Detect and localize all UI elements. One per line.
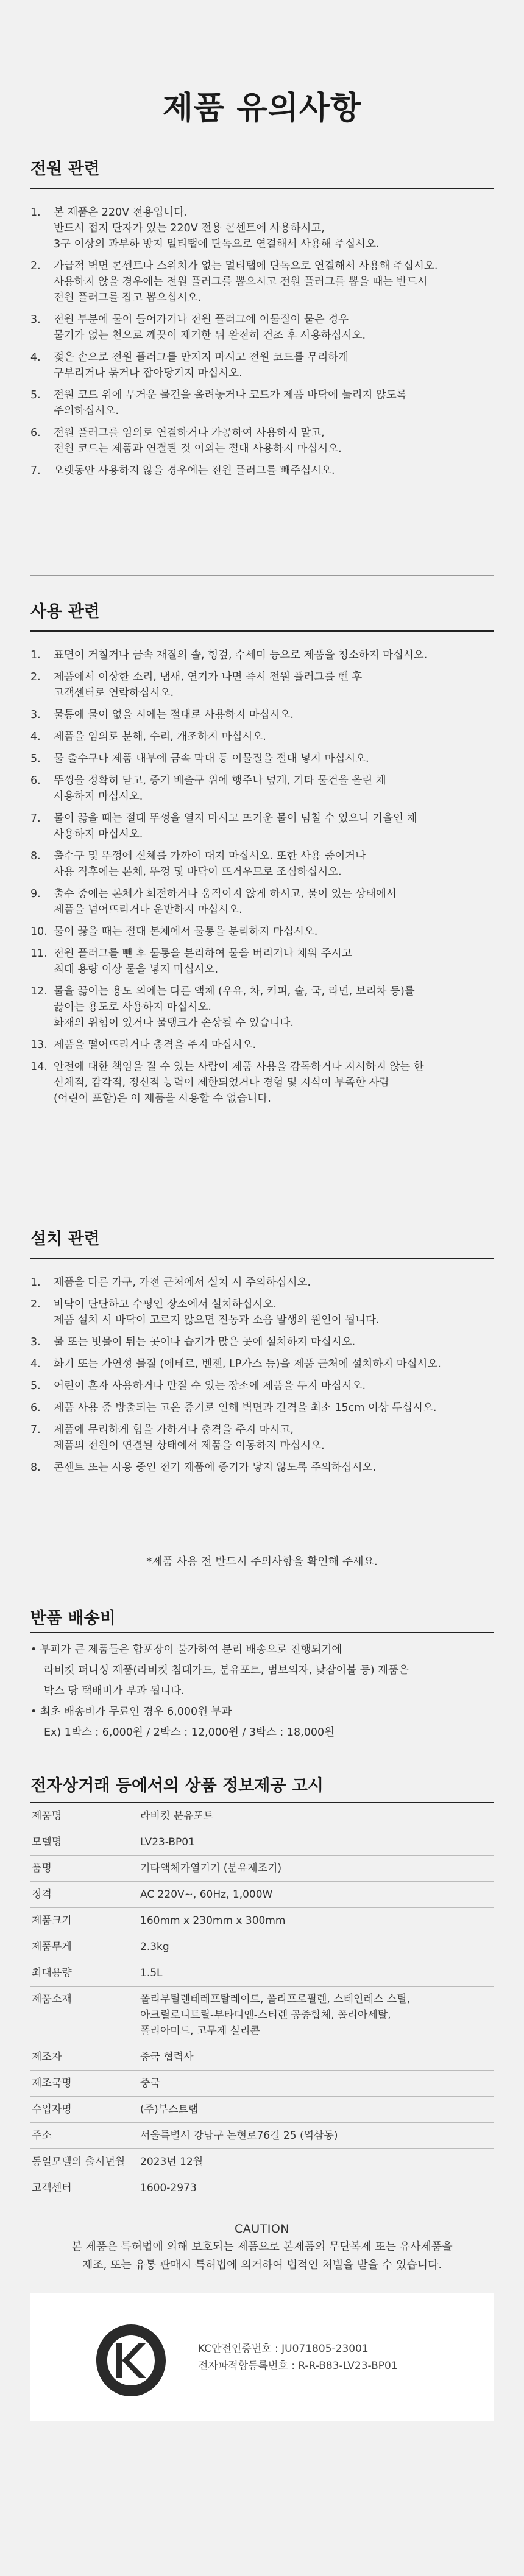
list-item bbox=[30, 258, 494, 306]
item-text-line: 물이 끓을 때는 절대 본체에서 물통을 분리하지 마십시오. bbox=[54, 926, 318, 938]
item-text-line: 젖은 손으로 전원 플러그를 만지지 마시고 전원 코드를 무리하게 bbox=[54, 351, 349, 364]
row-label: 제품무게 bbox=[30, 1934, 140, 1960]
item-text-line: 본 제품은 220V 전용입니다. bbox=[54, 206, 188, 219]
table-row bbox=[30, 2149, 494, 2175]
list-item bbox=[30, 1400, 494, 1416]
bullet-text-line: • 부피가 큰 제품들은 합포장이 불가하여 분리 배송으로 진행되기에 bbox=[30, 1644, 342, 1656]
row-value-line: 기타액체가열기기 (분유제조기) bbox=[140, 1862, 282, 1874]
row-value-line: 160mm x 230mm x 300mm bbox=[140, 1915, 286, 1927]
item-text-line: 제품에 무리하게 힘을 가하거나 충격을 주지 마시고, bbox=[54, 1424, 294, 1436]
item-number: 6. bbox=[30, 1402, 41, 1414]
item-number: 14. bbox=[30, 1061, 48, 1073]
item-text-line: 신체적, 감각적, 정신적 능력이 제한되었거나 경험 및 지식이 부족한 사람 bbox=[54, 1077, 390, 1089]
row-label: 제조국명 bbox=[30, 2071, 140, 2097]
row-label: 동일모델의 출시년월 bbox=[30, 2149, 140, 2175]
emc-registration-number: 전자파적합등록번호 : R-R-B83-LV23-BP01 bbox=[198, 2360, 398, 2372]
item-number: 9. bbox=[30, 888, 41, 900]
list-item bbox=[30, 1275, 494, 1290]
list-item bbox=[30, 886, 494, 918]
table-row bbox=[30, 2123, 494, 2149]
caution-title: CAUTION bbox=[234, 2222, 290, 2236]
certification-box bbox=[30, 2293, 494, 2421]
item-text-line: 사용 직후에는 본체, 뚜껑 및 바닥이 뜨거우므로 조심하십시오. bbox=[54, 866, 342, 878]
row-label: 정격 bbox=[30, 1882, 140, 1908]
row-value bbox=[140, 2149, 494, 2175]
shipping-section-title: 반품 배송비 bbox=[30, 1609, 116, 1628]
item-text-line: 제품 설치 시 바닥이 고르지 않으면 진동과 소음 발생의 원인이 됩니다. bbox=[54, 1314, 380, 1326]
list-item bbox=[30, 350, 494, 381]
list-item bbox=[30, 463, 494, 479]
item-text-line: 화기 또는 가연성 물질 (에테르, 벤젠, LP가스 등)을 제품 근처에 설치하지 마십시오. bbox=[54, 1358, 441, 1370]
list-item bbox=[30, 751, 494, 767]
item-text-line: 콘센트 또는 사용 중인 전기 제품에 증기가 닿지 않도록 주의하십시오. bbox=[54, 1462, 376, 1474]
list-item bbox=[30, 425, 494, 457]
item-number: 3. bbox=[30, 709, 41, 721]
item-text-line: 화재의 위험이 있거나 물탱크가 손상될 수 있습니다. bbox=[54, 1017, 294, 1029]
bullet-text-line: Ex) 1박스 : 6,000원 / 2박스 : 12,000원 / 3박스 : 18,000원 bbox=[44, 1726, 335, 1739]
item-text-line: 출수구 및 뚜껑에 신체를 가까이 대지 마십시오. 또한 사용 중이거나 bbox=[54, 850, 366, 862]
install-section-title: 설치 관련 bbox=[30, 1230, 100, 1248]
item-number: 13. bbox=[30, 1039, 48, 1051]
row-value-line: 서울특별시 강남구 논현로76길 25 (역삼동) bbox=[140, 2130, 338, 2142]
list-item bbox=[30, 205, 494, 252]
list-item bbox=[30, 1059, 494, 1107]
row-value-line: AC 220V~, 60Hz, 1,000W bbox=[140, 1888, 273, 1901]
item-text-line: 최대 용량 이상 물을 넣지 마십시오. bbox=[54, 963, 219, 976]
item-number: 6. bbox=[30, 775, 41, 787]
item-text-line: 전원 코드 위에 무거운 물건을 올려놓거나 코드가 제품 바닥에 눌리지 않도록 bbox=[54, 389, 407, 401]
usage-items-list bbox=[30, 632, 494, 1107]
row-value-line: 1.5L bbox=[140, 1967, 163, 1979]
item-text-line: 물을 끓이는 용도 외에는 다른 액체 (우유, 차, 커피, 술, 국, 라면, 보리차 등)를 bbox=[54, 985, 415, 998]
item-text-line: 제품을 임의로 분해, 수리, 개조하지 마십시오. bbox=[54, 731, 266, 743]
row-label: 제조자 bbox=[30, 2044, 140, 2071]
item-text-line: 끓이는 용도로 사용하지 마십시오. bbox=[54, 1001, 211, 1013]
table-row bbox=[30, 2097, 494, 2123]
list-item bbox=[30, 1460, 494, 1476]
row-label: 제품크기 bbox=[30, 1908, 140, 1934]
caution-line-2: 제조, 또는 유통 판매시 특허법에 의거하여 법적인 처벌을 받을 수 있습니다. bbox=[82, 2259, 442, 2272]
list-item bbox=[30, 707, 494, 723]
item-number: 3. bbox=[30, 314, 41, 326]
power-section-title: 전원 관련 bbox=[30, 160, 100, 178]
item-number: 8. bbox=[30, 1462, 41, 1474]
item-number: 3. bbox=[30, 1336, 41, 1348]
list-item bbox=[30, 1422, 494, 1454]
power-items-list bbox=[30, 189, 494, 479]
item-number: 1. bbox=[30, 206, 41, 219]
item-text-line: 전원 부분에 물이 들어가거나 전원 플러그에 이물질이 묻은 경우 bbox=[54, 314, 349, 326]
product-info-table bbox=[30, 1803, 494, 2201]
item-number: 10. bbox=[30, 926, 48, 938]
caution-block bbox=[0, 2220, 524, 2293]
item-text-line: 고객센터로 연락하십시오. bbox=[54, 687, 174, 699]
row-value-line: 폴리부틸렌테레프탈레이트, 폴리프로필렌, 스테인레스 스틸, bbox=[140, 1993, 410, 2005]
item-text-line: 바닥이 단단하고 수평인 장소에서 설치하십시오. bbox=[54, 1298, 277, 1311]
usage-section-divider bbox=[30, 575, 494, 576]
item-text-line: 출수 중에는 본체가 회전하거나 움직이지 않게 하시고, 물이 있는 상태에서 bbox=[54, 888, 397, 900]
item-text-line: 구부리거나 묶거나 잡아당기지 마십시오. bbox=[54, 367, 243, 379]
item-text-line: 표면이 거칠거나 금속 재질의 솔, 헝겊, 수세미 등으로 제품을 청소하지 마십시오. bbox=[54, 649, 428, 661]
row-value-line: (주)부스트랩 bbox=[140, 2103, 199, 2116]
item-text-line: 제품을 다른 가구, 가전 근처에서 설치 시 주의하십시오. bbox=[54, 1276, 311, 1289]
list-item bbox=[30, 1297, 494, 1328]
item-text-line: 전원 코드는 제품과 연결된 것 이외는 절대 사용하지 마십시오. bbox=[54, 443, 342, 455]
power-section bbox=[0, 155, 524, 575]
list-item bbox=[30, 924, 494, 940]
list-item bbox=[30, 1378, 494, 1394]
kc-mark-icon bbox=[91, 2321, 171, 2400]
item-text-line: 제품 사용 중 방출되는 고온 증기로 인해 벽면과 간격을 최소 15cm 이상 두십시오. bbox=[54, 1402, 437, 1414]
item-text-line: 반드시 접지 단자가 있는 220V 전용 콘센트에 사용하시고, bbox=[54, 222, 325, 234]
row-value bbox=[140, 1908, 494, 1934]
row-value bbox=[140, 1987, 494, 2044]
table-row bbox=[30, 2175, 494, 2201]
item-number: 7. bbox=[30, 465, 41, 477]
table-row bbox=[30, 1803, 494, 1829]
item-number: 4. bbox=[30, 351, 41, 364]
row-value bbox=[140, 2071, 494, 2097]
row-value-line: LV23-BP01 bbox=[140, 1836, 195, 1848]
table-row bbox=[30, 1987, 494, 2044]
item-text-line: 전원 플러그를 잡고 뽑으십시오. bbox=[54, 292, 202, 304]
row-value bbox=[140, 2175, 494, 2201]
row-value-line: 중국 협력사 bbox=[140, 2051, 194, 2063]
item-text-line: 물 또는 빗물이 튀는 곳이나 습기가 많은 곳에 설치하지 마십시오. bbox=[54, 1336, 356, 1348]
item-text-line: 3구 이상의 과부하 방지 멀티탭에 단독으로 연결해서 사용해 주십시오. bbox=[54, 238, 380, 250]
product-info-table-body bbox=[30, 1803, 494, 2201]
row-value bbox=[140, 2097, 494, 2123]
row-value bbox=[140, 1882, 494, 1908]
row-label: 제품소재 bbox=[30, 1987, 140, 2044]
item-text-line: 제품에서 이상한 소리, 냄새, 연기가 나면 즉시 전원 플러그를 뺀 후 bbox=[54, 671, 363, 683]
item-number: 4. bbox=[30, 731, 41, 743]
row-label: 품명 bbox=[30, 1856, 140, 1882]
item-text-line: 물통에 물이 없을 시에는 절대로 사용하지 마십시오. bbox=[54, 709, 294, 721]
item-number: 12. bbox=[30, 985, 48, 998]
list-item bbox=[30, 312, 494, 343]
item-number: 7. bbox=[30, 1424, 41, 1436]
list-item bbox=[30, 811, 494, 842]
table-row bbox=[30, 1908, 494, 1934]
row-value bbox=[140, 1934, 494, 1960]
list-item bbox=[30, 669, 494, 701]
item-text-line: 안전에 대한 책임을 질 수 있는 사람이 제품 사용을 감독하거나 지시하지 않는 한 bbox=[54, 1061, 424, 1073]
bullet-text-line: 박스 당 택배비가 부과 됩니다. bbox=[44, 1685, 185, 1697]
list-item bbox=[30, 773, 494, 804]
usage-check-note: *제품 사용 전 반드시 주의사항을 확인해 주세요. bbox=[146, 1555, 378, 1568]
item-text-line: 제품을 넘어뜨리거나 운반하지 마십시오. bbox=[54, 904, 243, 916]
item-number: 1. bbox=[30, 1276, 41, 1289]
item-text-line: 사용하지 마십시오. bbox=[54, 828, 143, 840]
row-value bbox=[140, 1829, 494, 1856]
item-number: 4. bbox=[30, 1358, 41, 1370]
item-number: 11. bbox=[30, 948, 48, 960]
item-text-line: 가급적 벽면 콘센트나 스위치가 없는 멀티탭에 단독으로 연결해서 사용해 주십시오. bbox=[54, 260, 438, 272]
item-number: 2. bbox=[30, 1298, 41, 1311]
row-label: 최대용량 bbox=[30, 1960, 140, 1987]
list-item bbox=[30, 387, 494, 419]
item-number: 2. bbox=[30, 260, 41, 272]
row-value-line: 2023년 12월 bbox=[140, 2156, 204, 2168]
bullet-item bbox=[30, 1701, 494, 1743]
row-value bbox=[140, 2044, 494, 2071]
table-row bbox=[30, 2044, 494, 2071]
certification-text bbox=[198, 2340, 398, 2374]
page-title: 제품 유의사항 bbox=[162, 90, 362, 127]
item-number: 5. bbox=[30, 1380, 41, 1392]
item-text-line: 사용하지 않을 경우에는 전원 플러그를 뽑으시고 전원 플러그를 뽑을 때는 반드시 bbox=[54, 276, 428, 288]
table-row bbox=[30, 1856, 494, 1882]
row-label: 수입자명 bbox=[30, 2097, 140, 2123]
row-value bbox=[140, 1803, 494, 1829]
item-number: 6. bbox=[30, 427, 41, 439]
row-value-line: 폴리아미드, 고무제 실리콘 bbox=[140, 2025, 260, 2037]
row-value bbox=[140, 2123, 494, 2149]
row-value-line: 2.3kg bbox=[140, 1941, 169, 1953]
bullet-text-line: 라비킷 퍼니싱 제품(라비킷 침대가드, 분유포트, 범보의자, 낮잠이불 등) 제품은 bbox=[44, 1664, 409, 1677]
item-number: 8. bbox=[30, 850, 41, 862]
list-item bbox=[30, 848, 494, 880]
item-text-line: 사용하지 마십시오. bbox=[54, 790, 143, 803]
item-number: 1. bbox=[30, 649, 41, 661]
table-row bbox=[30, 1829, 494, 1856]
item-text-line: 뚜껑을 정확히 닫고, 증기 배출구 위에 행주나 덮개, 기타 물건을 올린 채 bbox=[54, 775, 386, 787]
item-number: 5. bbox=[30, 389, 41, 401]
row-label: 주소 bbox=[30, 2123, 140, 2149]
install-section bbox=[0, 1203, 524, 1532]
list-item bbox=[30, 946, 494, 977]
shipping-bullets bbox=[30, 1633, 494, 1743]
row-value-line: 중국 bbox=[140, 2077, 160, 2089]
list-item bbox=[30, 647, 494, 663]
row-value-line: 아크릴로니트릴-부타디엔-스티렌 공중합체, 폴리아세탈, bbox=[140, 2009, 391, 2021]
install-items-list bbox=[30, 1259, 494, 1476]
item-text-line: 물 출수구나 제품 내부에 금속 막대 등 이물질을 절대 넣지 마십시오. bbox=[54, 753, 369, 765]
item-text-line: 전원 플러그를 임의로 연결하거나 가공하여 사용하지 말고, bbox=[54, 427, 325, 439]
row-value bbox=[140, 1856, 494, 1882]
caution-line-1: 본 제품은 특허법에 의해 보호되는 제품으로 본제품의 무단복제 또는 유사제품을 bbox=[71, 2240, 453, 2253]
item-number: 7. bbox=[30, 812, 41, 825]
bullet-text-line: • 최초 배송비가 무료인 경우 6,000원 부과 bbox=[30, 1706, 232, 1718]
product-info-section bbox=[0, 1772, 524, 2220]
list-item bbox=[30, 1334, 494, 1350]
item-text-line: 제품의 전원이 연결된 상태에서 제품을 이동하지 마십시오. bbox=[54, 1440, 325, 1452]
note-block bbox=[0, 1532, 524, 1605]
item-text-line: 주의하십시오. bbox=[54, 405, 119, 417]
item-text-line: (어린이 포함)은 이 제품을 사용할 수 없습니다. bbox=[54, 1093, 271, 1105]
item-text-line: 전원 플러그를 뺀 후 물통을 분리하여 물을 버리거나 채워 주시고 bbox=[54, 948, 352, 960]
item-text-line: 물이 끓을 때는 절대 뚜껑을 열지 마시고 뜨거운 물이 넘칠 수 있으니 기울인 채 bbox=[54, 812, 417, 825]
table-row bbox=[30, 1960, 494, 1987]
kc-safety-cert-number: KC안전인증번호 : JU071805-23001 bbox=[198, 2343, 369, 2355]
row-label: 고객센터 bbox=[30, 2175, 140, 2201]
row-value-line: 1600-2973 bbox=[140, 2182, 197, 2194]
table-row bbox=[30, 1882, 494, 1908]
item-text-line: 어린이 혼자 사용하거나 만질 수 있는 장소에 제품을 두지 마십시오. bbox=[54, 1380, 366, 1392]
usage-section bbox=[0, 575, 524, 1203]
item-number: 5. bbox=[30, 753, 41, 765]
bullet-item bbox=[30, 1639, 494, 1701]
row-value-line: 라비킷 분유포트 bbox=[140, 1810, 214, 1822]
row-value bbox=[140, 1960, 494, 1987]
list-item bbox=[30, 1037, 494, 1053]
table-row bbox=[30, 1934, 494, 1960]
shipping-section bbox=[0, 1605, 524, 1772]
table-row bbox=[30, 2071, 494, 2097]
item-number: 2. bbox=[30, 671, 41, 683]
row-label: 모델명 bbox=[30, 1829, 140, 1856]
item-text-line: 물기가 없는 천으로 깨끗이 제거한 뒤 완전히 건조 후 사용하십시오. bbox=[54, 329, 366, 342]
list-item bbox=[30, 729, 494, 745]
item-text-line: 오랫동안 사용하지 않을 경우에는 전원 플러그를 빼주십시오. bbox=[54, 465, 335, 477]
usage-section-title: 사용 관련 bbox=[30, 602, 100, 621]
list-item bbox=[30, 1356, 494, 1372]
list-item bbox=[30, 984, 494, 1031]
product-info-title: 전자상거래 등에서의 상품 정보제공 고시 bbox=[30, 1776, 324, 1795]
item-text-line: 제품을 떨어뜨리거나 충격을 주지 마십시오. bbox=[54, 1039, 257, 1051]
row-label: 제품명 bbox=[30, 1803, 140, 1829]
